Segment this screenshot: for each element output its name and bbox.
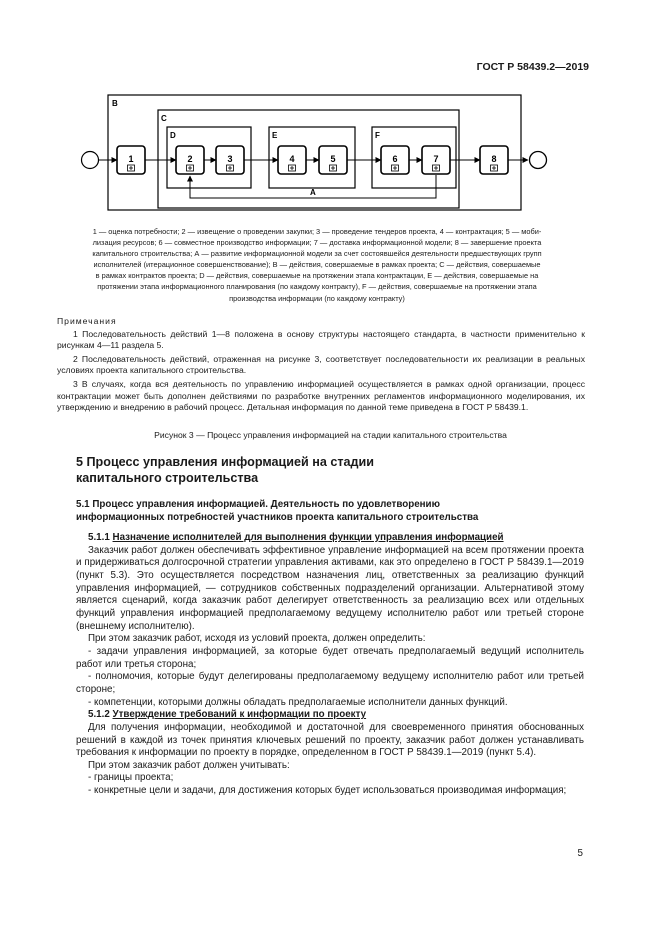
- loop-a-label: A: [310, 188, 316, 197]
- legend-line: исполнителей (итерационное совершенствование); В — действия, совершаемые в рамках проекта; С — действия, совершаемые: [93, 260, 541, 270]
- subsection-number: 5.1.2: [88, 709, 110, 721]
- section-5-1-heading: [76, 499, 478, 525]
- activity-1: [117, 146, 145, 174]
- list-item: - границы проекта;: [88, 772, 174, 784]
- subsection-5-1-1-heading: [76, 532, 584, 545]
- subsection-5-1-2-heading: [76, 709, 584, 722]
- figure-notes: [57, 316, 585, 414]
- activity-8: [480, 146, 508, 174]
- container-c-label: C: [161, 114, 167, 123]
- activity-3-label: 3: [227, 154, 233, 164]
- activity-2-label: 2: [187, 154, 193, 164]
- start-event: [82, 152, 99, 169]
- paragraph: При этом заказчик работ должен учитывать:: [88, 759, 290, 771]
- container-e-label: E: [272, 131, 278, 140]
- legend-line: протяжении этапа информационного планирования (по каждому контракту), F — действия, совершаемые на протяжении этапа: [97, 282, 537, 292]
- list-item: - задачи управления информацией, за которые будет отвечать предполагаемый ведущий исполнитель работ или третья сторона;: [76, 645, 584, 670]
- container-b-label: B: [112, 99, 118, 108]
- paragraph: Для получения информации, необходимой и достаточной для своевременного принятия обоснованных решений в каждой из точек принятия ключевых решений по проекту, заказчик работ должен устанавливать требования к информации по проекту в порядке, определенном в ГОСТ Р 58439.1—2019 (пункт 5.4).: [76, 721, 584, 759]
- activity-1-label: 1: [128, 154, 134, 164]
- section-body: [76, 532, 584, 798]
- page-number: 5: [577, 848, 583, 859]
- activity-8-label: 8: [491, 154, 497, 164]
- activity-4: [278, 146, 306, 174]
- notes-title: Примечания: [57, 316, 117, 326]
- paragraph: При этом заказчик работ, исходя из условий проекта, должен определить:: [88, 633, 426, 645]
- document-header: ГОСТ Р 58439.2—2019: [476, 61, 589, 73]
- activity-5-label: 5: [330, 154, 336, 164]
- paragraph: Заказчик работ должен обеспечивать эффективное управление информацией на всем протяжении проекта и придерживаться долгосрочной стратегии управления активами, как это определено в ГОСТ Р 58439.1—2019 (пункт 5.3). Это осуществляется посредством назначения лиц, ответственных за реализацию функций управления информацией, — сотрудников собственных подразделений организации. Альтернативой этому является сценарий, когда заказчик работ делегирует ответственность за реализацию всех или отдельных функций управления информацией предполагаемому ведущему исполнителю работ или третьей стороне (внешнему исполнителю).: [76, 544, 584, 632]
- legend-line: в рамках контрактов проекта; D — действия, совершаемые на протяжении этапа контрактации, E — действия, совершаемые на: [95, 271, 539, 281]
- process-diagram: [70, 90, 570, 215]
- activity-7: [422, 146, 450, 174]
- subsection-title: Назначение исполнителей для выполнения функции управления информацией: [112, 532, 504, 543]
- legend-line: производства информации (по каждому контракту): [229, 293, 405, 303]
- end-event: [530, 152, 547, 169]
- section-5-1-heading-line: информационных потребностей участников проекта капитального строительства: [76, 511, 479, 523]
- note-3: 3 В случаях, когда вся деятельность по управлению информацией осуществляется в рамках одной организации, процесс контрактации может быть дополнен действиями по разработке внутренних регламентов информационного моделирования, их утверждению и внедрению в рабочий процесс. Детальная информация по данной теме приведена в ГОСТ Р 58439.1.: [57, 378, 585, 413]
- activity-2: [176, 146, 204, 174]
- section-5-heading-line: 5 Процесс управления информацией на стадии: [76, 455, 375, 469]
- section-5-heading: [76, 455, 374, 486]
- note-2: 2 Последовательность действий, отраженная на рисунке 3, соответствует последовательности их реализации в реальных условиях проекта капитального строительства.: [57, 353, 585, 376]
- section-5-1-heading-line: 5.1 Процесс управления информацией. Деятельность по удовлетворению: [76, 499, 440, 510]
- list-item: - конкретные цели и задачи, для достижения которых будет использоваться производимая информация;: [88, 785, 567, 797]
- figure-legend: [48, 226, 586, 304]
- figure-caption: Рисунок 3 — Процесс управления информацией на стадии капитального строительства: [154, 430, 507, 440]
- activity-6-label: 6: [392, 154, 398, 164]
- list-item: - компетенции, которыми должны обладать предполагаемые исполнители данных функций.: [88, 696, 508, 708]
- activity-3: [216, 146, 244, 174]
- activity-4-label: 4: [289, 154, 295, 164]
- subsection-number: 5.1.1: [88, 532, 110, 543]
- activity-5: [319, 146, 347, 174]
- list-item: - полномочия, которые будут делегированы предполагаемому ведущему исполнителю работ или третьей стороне;: [76, 671, 584, 695]
- subsection-title: Утверждение требований к информации по проекту: [112, 709, 367, 721]
- section-5-heading-line: капитального строительства: [76, 470, 259, 485]
- legend-line: 1 — оценка потребности; 2 — извещение о проведении закупки; 3 — проведение тендеров проекта, 4 — контрактация; 5 — моби-: [92, 227, 542, 236]
- note-1: 1 Последовательность действий 1—8 положена в основу структуры настоящего стандарта, в частности применительно к рисункам 4—11 раздела 5.: [57, 328, 585, 351]
- legend-line: капитального строительства; А — развитие информационной модели за счет состоявшейся деятельности предшествующих групп: [92, 249, 542, 259]
- activity-7-label: 7: [433, 154, 439, 164]
- activity-6: [381, 146, 409, 174]
- legend-line: лизация ресурсов; 6 — совместное производство информации; 7 — доставка информационной модели; 8 — завершение проекта: [92, 238, 542, 248]
- container-f-label: F: [375, 131, 380, 140]
- container-d-label: D: [170, 131, 176, 140]
